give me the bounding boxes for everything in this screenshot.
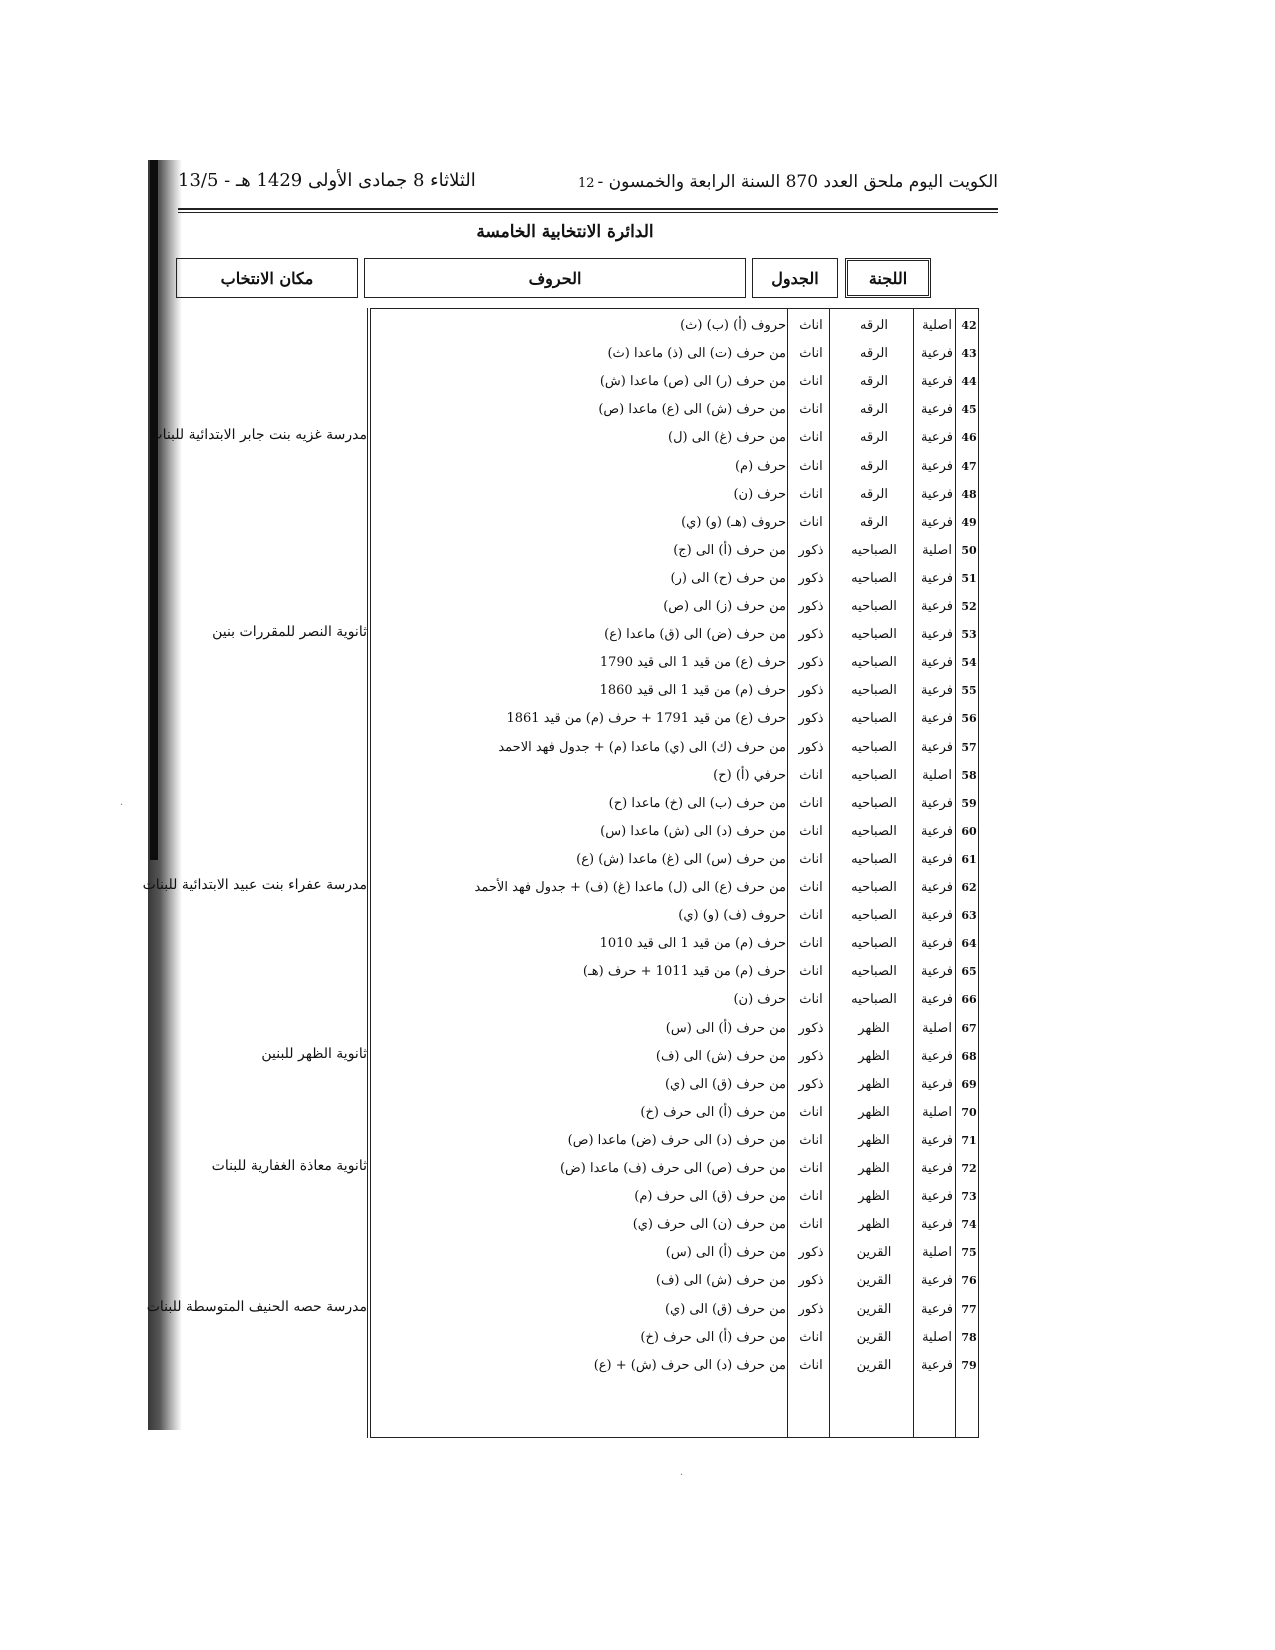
letters-range: من حرف (ع) الى (ل) ماعدا (غ) (ف) + جدول فهد الأحمد [474,880,786,895]
letters-range: من حرف (ن) الى حرف (ي) [632,1217,786,1233]
letters-range: من حرف (غ) الى (ل) [668,430,786,446]
gender: ذكور [798,570,824,586]
list-name: الصباحيه [851,655,897,671]
committee-number: 61 [961,852,977,866]
list-name: الصباحيه [851,823,897,839]
committee-type: فرعية [920,683,954,699]
letters-range: حرف (ن) [733,486,786,502]
polling-place: ثانوية معاذة الغفارية للبنات [211,1158,367,1174]
list-name: القرين [856,1357,892,1373]
list-name: الصباحيه [851,908,897,924]
list-name: الرقه [860,486,888,502]
committee-type: فرعية [920,402,954,418]
committee-type: فرعية [920,1132,954,1148]
list-name: الرقه [860,402,888,418]
committee-number: 53 [961,628,977,642]
table-row [371,1323,980,1352]
gender: ذكور [798,1020,824,1036]
table-row [371,648,980,677]
header-rule-thin [178,212,998,213]
committee-number: 79 [961,1358,977,1372]
letters-range: حرفي (أ) (ح) [713,767,786,783]
committee-number: 78 [961,1330,977,1344]
committee-type: اصلية [922,1245,952,1261]
letters-range: من حرف (ض) الى (ق) ماعدا (ع) [604,627,786,643]
letters-range: من حرف (أ) الى (ج) [673,542,786,558]
gender: اناث [799,1132,823,1148]
committee-type: فرعية [920,908,954,924]
committee-number: 42 [961,319,977,332]
committee-type: فرعية [920,851,954,867]
committee-type: فرعية [920,655,954,671]
committee-type: فرعية [920,1076,954,1092]
committee-type: اصلية [922,1020,952,1036]
committee-number: 71 [961,1133,977,1147]
gender: ذكور [798,711,824,727]
table-row [371,929,980,958]
letters-range: من حرف (ر) الى (ص) ماعدا (ش) [599,374,786,390]
committee-type: فرعية [920,964,954,980]
committee-number: 58 [961,768,977,782]
committee-type: فرعية [920,880,954,895]
gender: اناث [799,1217,823,1233]
letters-range: من حرف (أ) الى حرف (خ) [640,1104,786,1120]
list-name: الظهر [858,1076,890,1092]
committee-type: اصلية [922,318,952,333]
list-name: الظهر [858,1020,890,1036]
table-row [371,733,980,762]
committee-type: فرعية [920,992,954,1008]
letters-range: من حرف (ش) الى (ف) [655,1048,786,1064]
committee-number: 57 [961,740,977,754]
header-page-number: 12 [578,176,595,191]
table-row [371,873,980,902]
committees-table [370,308,979,1438]
header-letters: الحروف [364,258,746,298]
list-name: الظهر [858,1132,890,1148]
table-row [371,817,980,846]
table-row [371,1014,980,1043]
gender: اناث [799,514,823,530]
letters-range: من حرف (د) الى حرف (ض) ماعدا (ص) [567,1132,786,1148]
list-name: الصباحيه [851,739,897,755]
table-row [371,1042,980,1071]
table-row [371,1154,980,1183]
committee-type: اصلية [922,767,952,783]
letters-range: حرف (م) من قيد 1 الى قيد 1860 [599,683,786,699]
list-name: الظهر [858,1104,890,1120]
letters-range: من حرف (ق) الى حرف (م) [634,1189,786,1205]
header-date: الثلاثاء 8 جمادى الأولى 1429 هـ - 13/5 [178,170,476,191]
gender: ذكور [798,683,824,699]
gender: ذكور [798,1245,824,1261]
committee-number: 70 [961,1105,977,1119]
letters-range: حرف (م) [734,458,786,474]
committee-type: فرعية [920,795,954,811]
committee-number: 52 [961,600,977,613]
polling-place: ثانوية النصر للمقررات بنين [212,624,367,641]
gender: اناث [799,346,823,362]
table-row [371,957,980,986]
list-name: الرقه [860,374,888,390]
header-list: الجدول [752,258,838,298]
letters-range: حرف (ن) [733,992,786,1008]
list-name: الصباحيه [851,880,897,895]
list-name: الرقه [860,514,888,530]
committee-number: 72 [961,1162,977,1175]
committee-number: 74 [961,1218,977,1232]
committee-number: 65 [961,965,977,979]
gender: اناث [799,880,823,895]
gender: اناث [799,851,823,867]
committee-number: 54 [961,656,977,670]
committee-number: 60 [961,824,977,838]
committee-number: 44 [961,375,977,389]
gender: اناث [799,767,823,783]
list-name: الصباحيه [851,683,897,699]
gender: ذكور [798,1301,824,1317]
committee-number: 62 [961,881,977,894]
committee-type: فرعية [920,711,954,727]
polling-place: مدرسة حصه الحنيف المتوسطة للبنات [146,1298,367,1315]
list-name: القرين [856,1245,892,1261]
scan-shadow-edge-dark [150,160,158,860]
committee-number: 46 [961,431,977,445]
letters-range: من حرف (ق) الى (ي) [664,1301,786,1317]
list-name: القرين [856,1329,892,1345]
scan-speck: · [680,1470,684,1481]
letters-range: حرف (م) من قيد 1 الى قيد 1010 [599,936,786,952]
committee-number: 66 [961,993,977,1007]
gender: اناث [799,823,823,839]
list-name: الرقه [860,458,888,474]
table-row [371,536,980,565]
gender: ذكور [798,627,824,643]
list-name: القرين [856,1273,892,1289]
committee-number: 73 [961,1190,977,1204]
committee-number: 68 [961,1049,977,1063]
list-name: الصباحيه [851,542,897,558]
page-header [178,166,998,200]
letters-range: من حرف (ش) الى (ف) [655,1273,786,1289]
committee-number: 63 [961,909,977,923]
polling-place: مدرسة عفراء بنت عبيد الابتدائية للبنات [142,877,367,893]
table-row [371,508,980,537]
header-place: مكان الانتخاب [176,258,358,298]
table-row [371,1238,980,1267]
header-publication: الكويت اليوم ملحق العدد 870 السنة الرابعة والخمسون - [597,172,998,192]
table-row [371,676,980,705]
gender: اناث [799,908,823,924]
committee-number: 49 [961,515,977,529]
committee-type: اصلية [922,1104,952,1120]
gender: اناث [799,318,823,333]
table-row [371,480,980,509]
letters-range: من حرف (د) الى حرف (ش) + (ع) [593,1357,786,1373]
list-name: الصباحيه [851,599,897,614]
list-name: القرين [856,1301,892,1317]
committee-type: اصلية [922,542,952,558]
polling-place: ثانوية الظهر للبنين [261,1045,367,1062]
list-name: الصباحيه [851,936,897,952]
letters-range: من حرف (ت) الى (ذ) ماعدا (ث) [607,346,786,362]
table-row [371,1070,980,1099]
header-committee: اللجنة [845,258,931,298]
letters-range: من حرف (ص) الى حرف (ف) ماعدا (ض) [559,1161,786,1176]
committee-type: فرعية [920,936,954,952]
gender: اناث [799,374,823,390]
committee-type: فرعية [920,346,954,362]
table-row [371,901,980,930]
committee-number: 67 [961,1021,977,1035]
gender: اناث [799,458,823,474]
list-name: الصباحيه [851,964,897,980]
committee-number: 64 [961,937,977,951]
committee-number: 51 [961,571,977,585]
list-name: الرقه [860,318,888,333]
section-title: الدائرة الانتخابية الخامسة [476,222,654,242]
committee-type: فرعية [920,1217,954,1233]
gender: اناث [799,1329,823,1345]
committee-type: فرعية [920,823,954,839]
polling-place: مدرسة غزيه بنت جابر الابتدائية للبنات [149,427,367,444]
list-name: الظهر [858,1048,890,1064]
table-row [371,985,980,1014]
gender: ذكور [798,1273,824,1289]
letters-range: من حرف (أ) الى (س) [665,1020,786,1036]
committee-number: 48 [961,487,977,501]
committee-type: فرعية [920,458,954,474]
list-name: الرقه [860,346,888,362]
committee-type: فرعية [920,1048,954,1064]
letters-range: حرف (ع) من قيد 1791 + حرف (م) من قيد 1861 [506,711,786,727]
letters-range: من حرف (ك) الى (ي) ماعدا (م) + جدول فهد الاحمد [498,739,786,755]
gender: اناث [799,1189,823,1205]
letters-range: حرف (م) من قيد 1011 + حرف (هـ) [582,964,786,980]
list-name: الصباحيه [851,795,897,811]
gender: اناث [799,992,823,1008]
gender: ذكور [798,739,824,755]
gender: اناث [799,964,823,980]
committee-number: 76 [961,1274,977,1288]
table-row [371,564,980,593]
committee-number: 77 [961,1302,977,1316]
list-name: الصباحيه [851,627,897,643]
letters-range: من حرف (أ) الى حرف (خ) [640,1329,786,1345]
gender: اناث [799,402,823,418]
gender: ذكور [798,599,824,614]
gender: اناث [799,795,823,811]
committee-number: 47 [961,459,977,473]
committee-number: 45 [961,403,977,417]
list-name: الصباحيه [851,711,897,727]
list-name: الصباحيه [851,992,897,1008]
table-row [371,1182,980,1211]
gender: اناث [799,1161,823,1176]
letters-range: من حرف (س) الى (غ) ماعدا (ش) (ع) [576,851,786,867]
table-row [371,1266,980,1295]
header-rule [178,208,998,210]
committee-type: فرعية [920,430,954,446]
gender: ذكور [798,655,824,671]
list-name: الصباحيه [851,851,897,867]
committee-type: فرعية [920,1161,954,1176]
committee-type: فرعية [920,627,954,643]
list-name: الظهر [858,1189,890,1205]
committee-number: 75 [961,1246,977,1260]
committee-number: 55 [961,684,977,698]
letters-range: من حرف (ز) الى (ص) [663,599,786,614]
letters-range: من حرف (أ) الى (س) [665,1245,786,1261]
committee-type: فرعية [920,1357,954,1373]
gender: اناث [799,936,823,952]
gender: ذكور [798,542,824,558]
table-row [371,620,980,649]
table-row [371,1210,980,1239]
table-row [371,311,980,340]
gender: ذكور [798,1076,824,1092]
committee-number: 59 [961,796,977,810]
committee-type: فرعية [920,514,954,530]
gender: اناث [799,430,823,446]
committee-type: فرعية [920,599,954,614]
table-row [371,592,980,621]
table-row [371,761,980,790]
committee-type: فرعية [920,570,954,586]
letters-range: من حرف (د) الى (ش) ماعدا (س) [600,823,786,839]
committee-type: فرعية [920,1189,954,1205]
committee-number: 50 [961,543,977,557]
list-name: الصباحيه [851,767,897,783]
list-name: الرقه [860,430,888,446]
committee-type: فرعية [920,486,954,502]
committee-number: 56 [961,712,977,726]
table-row [371,1098,980,1127]
committee-type: فرعية [920,739,954,755]
gender: ذكور [798,1048,824,1064]
places-column [142,308,368,1438]
table-row [371,1295,980,1324]
letters-range: من حرف (ق) الى (ي) [664,1076,786,1092]
table-row [371,423,980,452]
letters-range: حروف (ف) (و) (ي) [678,908,786,924]
table-row [371,845,980,874]
table-row [371,704,980,733]
table-row [371,395,980,424]
committee-type: فرعية [920,1301,954,1317]
committee-number: 43 [961,347,977,361]
letters-range: من حرف (ب) الى (خ) ماعدا (ح) [608,795,786,811]
table-row [371,367,980,396]
letters-range: من حرف (ح) الى (ر) [670,570,786,586]
committee-type: فرعية [920,1273,954,1289]
letters-range: حرف (ع) من قيد 1 الى قيد 1790 [599,655,786,671]
letters-range: حروف (أ) (ب) (ث) [680,318,786,333]
committee-type: اصلية [922,1329,952,1345]
table-row [371,339,980,368]
table-row [371,789,980,818]
gender: اناث [799,1357,823,1373]
list-name: الصباحيه [851,570,897,586]
list-name: الظهر [858,1217,890,1233]
committee-number: 69 [961,1077,977,1091]
table-row [371,1126,980,1155]
committee-type: فرعية [920,374,954,390]
list-name: الظهر [858,1161,890,1176]
scan-speck: · [120,800,124,811]
letters-range: حروف (هـ) (و) (ي) [681,514,786,530]
letters-range: من حرف (ش) الى (ع) ماعدا (ص) [598,402,786,418]
gender: اناث [799,486,823,502]
table-row [371,1351,980,1380]
table-row [371,452,980,481]
gender: اناث [799,1104,823,1120]
